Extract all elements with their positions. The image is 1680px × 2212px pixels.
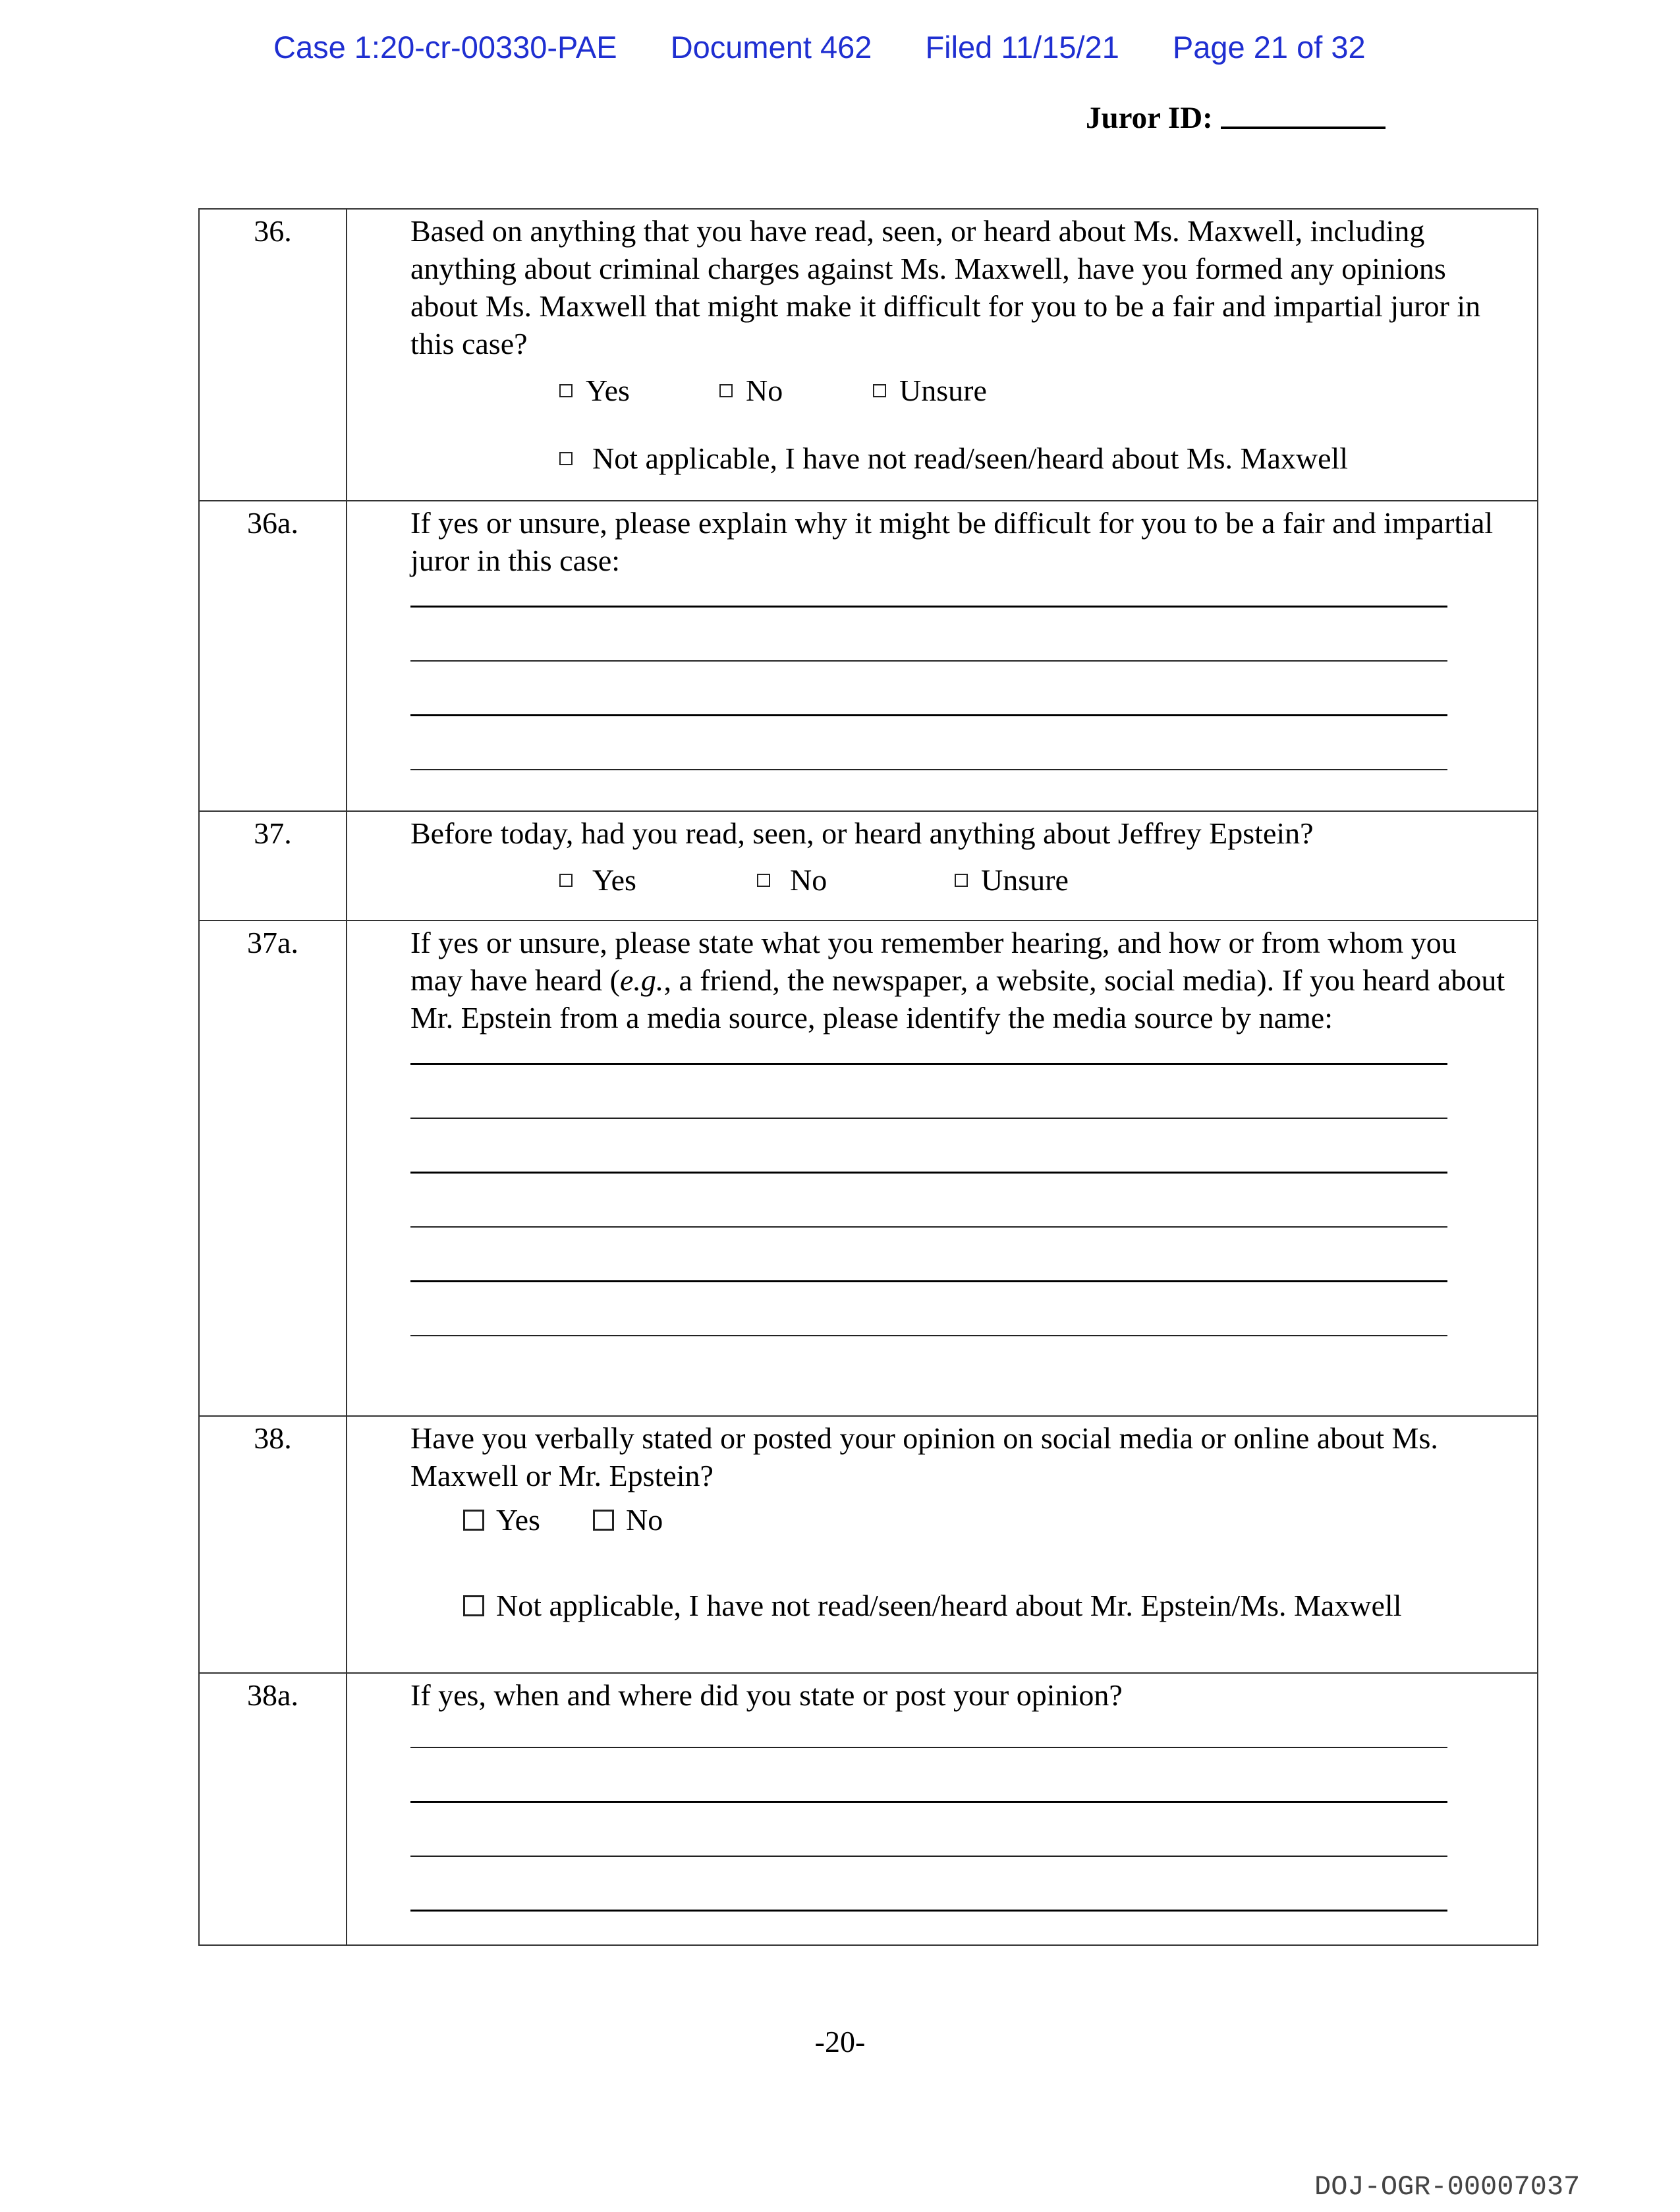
question-body (347, 501, 1538, 811)
bates-number: DOJ-OGR-00007037 (1314, 2171, 1581, 2203)
page-of: Page 21 of 32 (1172, 30, 1366, 65)
question-row-36 (199, 209, 1538, 501)
question-row-38 (199, 1416, 1538, 1673)
question-row-38a (199, 1673, 1538, 1945)
checkbox-icon[interactable] (593, 1510, 614, 1531)
filed-date: Filed 11/15/21 (925, 30, 1119, 65)
question-row-37a (199, 921, 1538, 1416)
answer-line[interactable] (410, 1801, 1447, 1803)
answer-option-na (410, 1587, 1513, 1624)
answer-line[interactable] (410, 1226, 1447, 1228)
answer-options (410, 372, 1513, 409)
answer-lines[interactable] (410, 606, 1513, 770)
question-number: 37. (199, 811, 347, 921)
answer-line[interactable] (410, 1063, 1447, 1065)
question-number: 38. (199, 1416, 347, 1673)
option-not-applicable[interactable]: Not applicable, I have not read/seen/heard about Ms. Maxwell (559, 440, 1348, 477)
juror-id-field[interactable] (1221, 127, 1386, 129)
checkbox-icon[interactable] (873, 384, 886, 397)
question-text: If yes, when and where did you state or post your opinion? (410, 1678, 1123, 1712)
checkbox-icon[interactable] (463, 1510, 484, 1531)
answer-line[interactable] (410, 606, 1447, 608)
answer-line[interactable] (410, 1747, 1447, 1748)
question-body (347, 921, 1538, 1416)
question-body (347, 209, 1538, 501)
option-yes[interactable]: Yes (559, 861, 757, 899)
question-body (347, 1673, 1538, 1945)
answer-line[interactable] (410, 769, 1447, 770)
juror-id-label: Juror ID: (1086, 101, 1213, 135)
checkbox-icon[interactable] (955, 874, 968, 887)
questionnaire-table (198, 208, 1538, 1946)
answer-options (410, 1501, 1513, 1539)
question-text: Based on anything that you have read, seen, or heard about Ms. Maxwell, including anything about criminal charges against Ms. Maxwell, have you formed any opinions about Ms. Maxwell that might make it difficult for you to be a fair and impartial juror in this case? (410, 214, 1481, 360)
case-number: Case 1:20-cr-00330-PAE (273, 30, 617, 65)
answer-line[interactable] (410, 1280, 1447, 1282)
answer-options (410, 861, 1513, 899)
question-text: Have you verbally stated or posted your opinion on social media or online about Ms. Maxwell or Mr. Epstein? (410, 1421, 1438, 1492)
question-number: 36. (199, 209, 347, 501)
checkbox-icon[interactable] (463, 1595, 484, 1616)
question-row-37 (199, 811, 1538, 921)
checkbox-icon[interactable] (757, 874, 770, 887)
document-number: Document 462 (670, 30, 872, 65)
question-body (347, 811, 1538, 921)
option-not-applicable[interactable]: Not applicable, I have not read/seen/heard about Mr. Epstein/Ms. Maxwell (463, 1587, 1402, 1624)
option-yes[interactable]: Yes (559, 372, 719, 409)
option-unsure[interactable]: Unsure (873, 372, 987, 409)
question-body (347, 1416, 1538, 1673)
option-no[interactable]: No (719, 372, 873, 409)
checkbox-icon[interactable] (559, 384, 573, 397)
ecf-header (273, 29, 1366, 65)
checkbox-icon[interactable] (559, 874, 573, 887)
juror-id (1086, 100, 1386, 136)
question-text: If yes or unsure, please explain why it might be difficult for you to be a fair and impartial juror in this case: (410, 506, 1494, 577)
answer-option-na (410, 440, 1513, 477)
option-no[interactable]: No (593, 1501, 663, 1539)
checkbox-icon[interactable] (559, 452, 573, 465)
question-number: 38a. (199, 1673, 347, 1945)
answer-line[interactable] (410, 660, 1447, 662)
answer-line[interactable] (410, 1910, 1447, 1912)
answer-line[interactable] (410, 1118, 1447, 1119)
checkbox-icon[interactable] (719, 384, 733, 397)
question-number: 36a. (199, 501, 347, 811)
option-unsure[interactable]: Unsure (955, 861, 1069, 899)
question-number: 37a. (199, 921, 347, 1416)
answer-lines[interactable] (410, 1063, 1513, 1336)
answer-line[interactable] (410, 1172, 1447, 1174)
answer-lines[interactable] (410, 1747, 1513, 1912)
question-row-36a (199, 501, 1538, 811)
answer-line[interactable] (410, 714, 1447, 716)
question-text: If yes or unsure, please state what you remember hearing, and how or from whom you may have heard (e.g., a friend, the newspaper, a website, social media). If you heard about Mr. Epstein from a media source, please identify the media source by name: (410, 926, 1505, 1035)
option-no[interactable]: No (757, 861, 955, 899)
question-text: Before today, had you read, seen, or heard anything about Jeffrey Epstein? (410, 816, 1314, 850)
answer-line[interactable] (410, 1856, 1447, 1857)
answer-line[interactable] (410, 1335, 1447, 1336)
page-number: -20- (814, 2025, 866, 2058)
option-yes[interactable]: Yes (463, 1501, 593, 1539)
